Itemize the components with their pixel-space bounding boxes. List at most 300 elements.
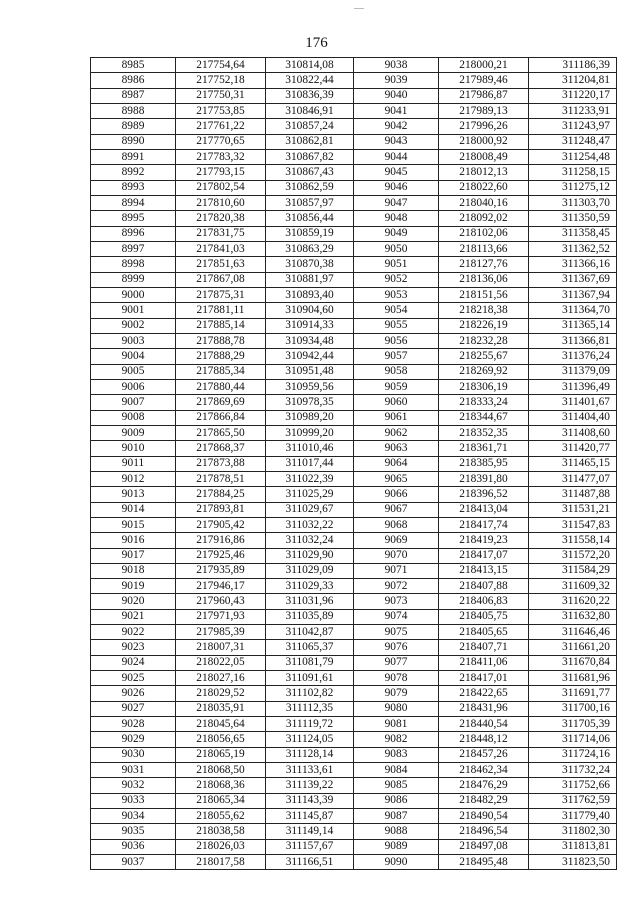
y-coordinate-left-cell: 310814,08 [266,58,354,73]
table-row [91,272,617,287]
x-coordinate-right-cell: 218102,06 [439,226,529,241]
x-coordinate-left-cell: 218055,62 [176,809,266,824]
y-coordinate-right-cell: 311584,29 [529,563,617,578]
y-coordinate-right-cell: 311408,60 [529,425,617,440]
point-number-left-cell: 8988 [91,103,176,118]
y-coordinate-right-cell: 311813,81 [529,839,617,854]
x-coordinate-right-cell: 218391,80 [439,471,529,486]
point-number-right-cell: 9063 [354,441,439,456]
y-coordinate-left-cell: 310857,24 [266,119,354,134]
x-coordinate-left-cell: 217793,15 [176,165,266,180]
point-number-right-cell: 9066 [354,487,439,502]
point-number-left-cell: 8997 [91,241,176,256]
x-coordinate-left-cell: 217866,84 [176,410,266,425]
table-row [91,594,617,609]
point-number-right-cell: 9057 [354,349,439,364]
point-number-left-cell: 9031 [91,763,176,778]
table-row [91,195,617,210]
y-coordinate-left-cell: 310904,60 [266,303,354,318]
x-coordinate-right-cell: 218136,06 [439,272,529,287]
table-row [91,241,617,256]
point-number-left-cell: 9036 [91,839,176,854]
y-coordinate-right-cell: 311691,77 [529,686,617,701]
table-row [91,349,617,364]
point-number-left-cell: 9003 [91,333,176,348]
point-number-right-cell: 9079 [354,686,439,701]
y-coordinate-left-cell: 310856,44 [266,211,354,226]
point-number-right-cell: 9078 [354,671,439,686]
y-coordinate-right-cell: 311204,81 [529,73,617,88]
y-coordinate-right-cell: 311547,83 [529,517,617,532]
x-coordinate-right-cell: 218407,88 [439,579,529,594]
table-row [91,701,617,716]
point-number-right-cell: 9072 [354,579,439,594]
y-coordinate-left-cell: 310822,44 [266,73,354,88]
y-coordinate-right-cell: 311620,22 [529,594,617,609]
table-row [91,625,617,640]
point-number-left-cell: 9025 [91,671,176,686]
point-number-left-cell: 8985 [91,58,176,73]
table-row [91,747,617,762]
x-coordinate-right-cell: 217986,87 [439,88,529,103]
y-coordinate-right-cell: 311376,24 [529,349,617,364]
y-coordinate-left-cell: 310999,20 [266,425,354,440]
point-number-left-cell: 8999 [91,272,176,287]
x-coordinate-left-cell: 217960,43 [176,594,266,609]
y-coordinate-left-cell: 310951,48 [266,364,354,379]
y-coordinate-right-cell: 311248,47 [529,134,617,149]
point-number-right-cell: 9064 [354,456,439,471]
x-coordinate-left-cell: 217851,63 [176,257,266,272]
x-coordinate-left-cell: 217841,03 [176,241,266,256]
point-number-left-cell: 9024 [91,655,176,670]
point-number-right-cell: 9059 [354,379,439,394]
y-coordinate-right-cell: 311396,49 [529,379,617,394]
x-coordinate-right-cell: 217996,26 [439,119,529,134]
y-coordinate-left-cell: 310914,33 [266,318,354,333]
x-coordinate-right-cell: 218413,15 [439,563,529,578]
y-coordinate-right-cell: 311367,94 [529,287,617,302]
y-coordinate-left-cell: 311010,46 [266,441,354,456]
x-coordinate-left-cell: 218027,16 [176,671,266,686]
point-number-left-cell: 8998 [91,257,176,272]
x-coordinate-right-cell: 218497,08 [439,839,529,854]
x-coordinate-left-cell: 217888,29 [176,349,266,364]
x-coordinate-right-cell: 218255,67 [439,349,529,364]
y-coordinate-left-cell: 311166,51 [266,855,354,870]
y-coordinate-left-cell: 310881,97 [266,272,354,287]
x-coordinate-right-cell: 217989,13 [439,103,529,118]
table-row [91,88,617,103]
table-row [91,180,617,195]
y-coordinate-right-cell: 311465,15 [529,456,617,471]
y-coordinate-left-cell: 311081,79 [266,655,354,670]
x-coordinate-right-cell: 218361,71 [439,441,529,456]
table-row [91,364,617,379]
y-coordinate-right-cell: 311762,59 [529,793,617,808]
table-row [91,226,617,241]
y-coordinate-left-cell: 310893,40 [266,287,354,302]
point-number-left-cell: 9015 [91,517,176,532]
y-coordinate-left-cell: 311133,61 [266,763,354,778]
y-coordinate-right-cell: 311233,91 [529,103,617,118]
y-coordinate-right-cell: 311420,77 [529,441,617,456]
x-coordinate-right-cell: 218482,29 [439,793,529,808]
x-coordinate-left-cell: 217878,51 [176,471,266,486]
point-number-right-cell: 9055 [354,318,439,333]
y-coordinate-right-cell: 311823,50 [529,855,617,870]
y-coordinate-right-cell: 311779,40 [529,809,617,824]
point-number-left-cell: 8995 [91,211,176,226]
point-number-left-cell: 8986 [91,73,176,88]
y-coordinate-left-cell: 310870,38 [266,257,354,272]
x-coordinate-right-cell: 218218,38 [439,303,529,318]
x-coordinate-left-cell: 217885,34 [176,364,266,379]
point-number-left-cell: 9011 [91,456,176,471]
x-coordinate-right-cell: 218040,16 [439,195,529,210]
point-number-left-cell: 8989 [91,119,176,134]
x-coordinate-left-cell: 217946,17 [176,579,266,594]
coordinate-table [90,57,617,870]
x-coordinate-right-cell: 218406,83 [439,594,529,609]
point-number-left-cell: 9009 [91,425,176,440]
point-number-left-cell: 9028 [91,717,176,732]
y-coordinate-right-cell: 311364,70 [529,303,617,318]
point-number-left-cell: 9027 [91,701,176,716]
point-number-right-cell: 9050 [354,241,439,256]
point-number-left-cell: 9034 [91,809,176,824]
y-coordinate-right-cell: 311705,39 [529,717,617,732]
table-row [91,103,617,118]
point-number-right-cell: 9069 [354,533,439,548]
x-coordinate-right-cell: 218490,54 [439,809,529,824]
point-number-right-cell: 9054 [354,303,439,318]
y-coordinate-left-cell: 311042,87 [266,625,354,640]
table-row [91,640,617,655]
y-coordinate-left-cell: 311025,29 [266,487,354,502]
point-number-left-cell: 8991 [91,149,176,164]
y-coordinate-right-cell: 311681,96 [529,671,617,686]
point-number-right-cell: 9058 [354,364,439,379]
point-number-left-cell: 9004 [91,349,176,364]
point-number-left-cell: 9012 [91,471,176,486]
x-coordinate-left-cell: 218038,58 [176,824,266,839]
y-coordinate-left-cell: 311102,82 [266,686,354,701]
point-number-right-cell: 9065 [354,471,439,486]
x-coordinate-left-cell: 217820,38 [176,211,266,226]
y-coordinate-right-cell: 311700,16 [529,701,617,716]
y-coordinate-right-cell: 311732,24 [529,763,617,778]
y-coordinate-left-cell: 311029,90 [266,548,354,563]
point-number-right-cell: 9082 [354,732,439,747]
y-coordinate-right-cell: 311714,06 [529,732,617,747]
point-number-left-cell: 9021 [91,609,176,624]
point-number-right-cell: 9061 [354,410,439,425]
table-row [91,318,617,333]
y-coordinate-right-cell: 311366,81 [529,333,617,348]
table-row [91,839,617,854]
x-coordinate-left-cell: 217753,85 [176,103,266,118]
point-number-right-cell: 9074 [354,609,439,624]
point-number-left-cell: 9022 [91,625,176,640]
y-coordinate-right-cell: 311661,20 [529,640,617,655]
y-coordinate-left-cell: 311032,22 [266,517,354,532]
point-number-right-cell: 9086 [354,793,439,808]
table-row [91,548,617,563]
point-number-right-cell: 9041 [354,103,439,118]
point-number-left-cell: 8990 [91,134,176,149]
x-coordinate-left-cell: 217752,18 [176,73,266,88]
table-row [91,517,617,532]
point-number-right-cell: 9053 [354,287,439,302]
page-number: 176 [305,35,328,51]
y-coordinate-left-cell: 310836,39 [266,88,354,103]
y-coordinate-left-cell: 311035,89 [266,609,354,624]
x-coordinate-right-cell: 218385,95 [439,456,529,471]
point-number-left-cell: 9010 [91,441,176,456]
table-row [91,717,617,732]
point-number-right-cell: 9070 [354,548,439,563]
point-number-right-cell: 9087 [354,809,439,824]
point-number-left-cell: 9016 [91,533,176,548]
x-coordinate-right-cell: 218422,65 [439,686,529,701]
table-row [91,73,617,88]
x-coordinate-right-cell: 218405,65 [439,625,529,640]
point-number-left-cell: 9002 [91,318,176,333]
point-number-right-cell: 9038 [354,58,439,73]
y-coordinate-left-cell: 311143,39 [266,793,354,808]
table-row [91,732,617,747]
x-coordinate-left-cell: 217888,78 [176,333,266,348]
point-number-right-cell: 9085 [354,778,439,793]
x-coordinate-left-cell: 217916,86 [176,533,266,548]
y-coordinate-left-cell: 311124,05 [266,732,354,747]
y-coordinate-left-cell: 311145,87 [266,809,354,824]
x-coordinate-right-cell: 218000,92 [439,134,529,149]
y-coordinate-left-cell: 311029,33 [266,579,354,594]
x-coordinate-left-cell: 217754,64 [176,58,266,73]
x-coordinate-left-cell: 218045,64 [176,717,266,732]
table-row [91,333,617,348]
point-number-right-cell: 9076 [354,640,439,655]
x-coordinate-right-cell: 218012,13 [439,165,529,180]
x-coordinate-right-cell: 218008,49 [439,149,529,164]
point-number-left-cell: 8992 [91,165,176,180]
table-row [91,809,617,824]
x-coordinate-left-cell: 217867,08 [176,272,266,287]
x-coordinate-left-cell: 218007,31 [176,640,266,655]
point-number-right-cell: 9083 [354,747,439,762]
y-coordinate-right-cell: 311303,70 [529,195,617,210]
y-coordinate-left-cell: 311139,22 [266,778,354,793]
y-coordinate-left-cell: 311031,96 [266,594,354,609]
y-coordinate-right-cell: 311670,84 [529,655,617,670]
point-number-left-cell: 8993 [91,180,176,195]
x-coordinate-right-cell: 218396,52 [439,487,529,502]
point-number-right-cell: 9090 [354,855,439,870]
point-number-right-cell: 9056 [354,333,439,348]
y-coordinate-right-cell: 311366,16 [529,257,617,272]
x-coordinate-left-cell: 218065,19 [176,747,266,762]
x-coordinate-left-cell: 217905,42 [176,517,266,532]
y-coordinate-right-cell: 311632,80 [529,609,617,624]
y-coordinate-left-cell: 310867,43 [266,165,354,180]
x-coordinate-right-cell: 217989,46 [439,73,529,88]
coordinate-table-body [91,58,617,870]
x-coordinate-right-cell: 218457,26 [439,747,529,762]
y-coordinate-left-cell: 311022,39 [266,471,354,486]
x-coordinate-left-cell: 217750,31 [176,88,266,103]
point-number-left-cell: 9030 [91,747,176,762]
y-coordinate-left-cell: 311149,14 [266,824,354,839]
table-row [91,763,617,778]
y-coordinate-right-cell: 311752,66 [529,778,617,793]
table-row [91,487,617,502]
x-coordinate-left-cell: 218035,91 [176,701,266,716]
x-coordinate-right-cell: 218417,07 [439,548,529,563]
x-coordinate-left-cell: 217925,46 [176,548,266,563]
x-coordinate-right-cell: 218407,71 [439,640,529,655]
y-coordinate-right-cell: 311365,14 [529,318,617,333]
y-coordinate-left-cell: 311029,67 [266,502,354,517]
table-row [91,149,617,164]
y-coordinate-right-cell: 311186,39 [529,58,617,73]
x-coordinate-right-cell: 218226,19 [439,318,529,333]
point-number-right-cell: 9042 [354,119,439,134]
x-coordinate-right-cell: 218476,29 [439,778,529,793]
y-coordinate-right-cell: 311379,09 [529,364,617,379]
table-row [91,379,617,394]
y-coordinate-left-cell: 311017,44 [266,456,354,471]
x-coordinate-left-cell: 217884,25 [176,487,266,502]
point-number-left-cell: 8996 [91,226,176,241]
table-row [91,671,617,686]
point-number-right-cell: 9039 [354,73,439,88]
y-coordinate-right-cell: 311350,59 [529,211,617,226]
point-number-right-cell: 9043 [354,134,439,149]
x-coordinate-left-cell: 217869,69 [176,395,266,410]
x-coordinate-left-cell: 218022,05 [176,655,266,670]
x-coordinate-right-cell: 218417,01 [439,671,529,686]
x-coordinate-right-cell: 218000,21 [439,58,529,73]
x-coordinate-left-cell: 218026,03 [176,839,266,854]
table-row [91,456,617,471]
x-coordinate-right-cell: 218306,19 [439,379,529,394]
y-coordinate-left-cell: 311029,09 [266,563,354,578]
y-coordinate-right-cell: 311275,12 [529,180,617,195]
table-row [91,165,617,180]
point-number-right-cell: 9049 [354,226,439,241]
y-coordinate-left-cell: 310846,91 [266,103,354,118]
y-coordinate-left-cell: 310978,35 [266,395,354,410]
point-number-left-cell: 9017 [91,548,176,563]
table-row [91,502,617,517]
y-coordinate-right-cell: 311220,17 [529,88,617,103]
x-coordinate-left-cell: 217971,93 [176,609,266,624]
x-coordinate-right-cell: 218092,02 [439,211,529,226]
x-coordinate-left-cell: 217873,88 [176,456,266,471]
x-coordinate-right-cell: 218232,28 [439,333,529,348]
table-row [91,287,617,302]
y-coordinate-right-cell: 311609,32 [529,579,617,594]
point-number-right-cell: 9068 [354,517,439,532]
y-coordinate-right-cell: 311802,30 [529,824,617,839]
y-coordinate-left-cell: 311157,67 [266,839,354,854]
y-coordinate-right-cell: 311646,46 [529,625,617,640]
x-coordinate-left-cell: 218029,52 [176,686,266,701]
y-coordinate-left-cell: 310857,97 [266,195,354,210]
table-row [91,824,617,839]
x-coordinate-right-cell: 218333,24 [439,395,529,410]
y-coordinate-left-cell: 311128,14 [266,747,354,762]
x-coordinate-left-cell: 218068,50 [176,763,266,778]
point-number-right-cell: 9052 [354,272,439,287]
x-coordinate-left-cell: 218065,34 [176,793,266,808]
point-number-right-cell: 9044 [354,149,439,164]
point-number-right-cell: 9081 [354,717,439,732]
point-number-left-cell: 9026 [91,686,176,701]
point-number-left-cell: 9005 [91,364,176,379]
y-coordinate-left-cell: 310989,20 [266,410,354,425]
point-number-left-cell: 9013 [91,487,176,502]
y-coordinate-left-cell: 310867,82 [266,149,354,164]
table-row [91,579,617,594]
table-row [91,441,617,456]
y-coordinate-right-cell: 311362,52 [529,241,617,256]
scan-speck [354,8,364,9]
y-coordinate-left-cell: 310859,19 [266,226,354,241]
point-number-right-cell: 9088 [354,824,439,839]
x-coordinate-right-cell: 218411,06 [439,655,529,670]
point-number-right-cell: 9046 [354,180,439,195]
x-coordinate-right-cell: 218419,23 [439,533,529,548]
x-coordinate-right-cell: 218127,76 [439,257,529,272]
x-coordinate-left-cell: 217831,75 [176,226,266,241]
table-row [91,425,617,440]
y-coordinate-left-cell: 311065,37 [266,640,354,655]
x-coordinate-right-cell: 218022,60 [439,180,529,195]
point-number-right-cell: 9040 [354,88,439,103]
table-row [91,855,617,870]
point-number-left-cell: 9035 [91,824,176,839]
y-coordinate-right-cell: 311558,14 [529,533,617,548]
point-number-left-cell: 8987 [91,88,176,103]
point-number-left-cell: 9018 [91,563,176,578]
x-coordinate-left-cell: 217935,89 [176,563,266,578]
x-coordinate-right-cell: 218496,54 [439,824,529,839]
x-coordinate-left-cell: 217802,54 [176,180,266,195]
point-number-left-cell: 9033 [91,793,176,808]
point-number-left-cell: 9014 [91,502,176,517]
table-row [91,134,617,149]
point-number-left-cell: 9037 [91,855,176,870]
x-coordinate-left-cell: 217985,39 [176,625,266,640]
y-coordinate-right-cell: 311254,48 [529,149,617,164]
y-coordinate-left-cell: 311112,35 [266,701,354,716]
y-coordinate-right-cell: 311572,20 [529,548,617,563]
y-coordinate-right-cell: 311358,45 [529,226,617,241]
point-number-right-cell: 9080 [354,701,439,716]
table-row [91,211,617,226]
table-row [91,609,617,624]
point-number-left-cell: 9032 [91,778,176,793]
point-number-right-cell: 9060 [354,395,439,410]
y-coordinate-left-cell: 311119,72 [266,717,354,732]
point-number-right-cell: 9071 [354,563,439,578]
point-number-left-cell: 9000 [91,287,176,302]
y-coordinate-right-cell: 311531,21 [529,502,617,517]
point-number-right-cell: 9045 [354,165,439,180]
